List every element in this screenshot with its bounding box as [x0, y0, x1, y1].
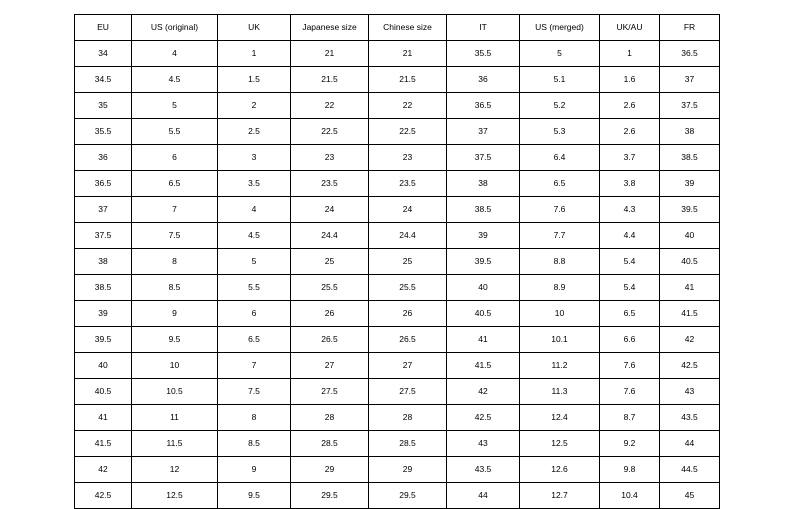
- table-cell: 37: [660, 67, 720, 93]
- table-cell: 10: [520, 301, 600, 327]
- table-cell: 26.5: [291, 327, 369, 353]
- table-cell: 11: [132, 405, 218, 431]
- table-cell: 37.5: [447, 145, 520, 171]
- table-cell: 2.6: [600, 119, 660, 145]
- column-header-us-merged: US (merged): [520, 15, 600, 41]
- table-cell: 22.5: [369, 119, 447, 145]
- table-cell: 7.5: [132, 223, 218, 249]
- table-cell: 4.3: [600, 197, 660, 223]
- table-cell: 25: [291, 249, 369, 275]
- table-cell: 41.5: [447, 353, 520, 379]
- table-cell: 10: [132, 353, 218, 379]
- table-row: [75, 145, 720, 171]
- table-cell: 6.6: [600, 327, 660, 353]
- table-cell: 8: [132, 249, 218, 275]
- table-cell: 27: [369, 353, 447, 379]
- table-cell: 25.5: [291, 275, 369, 301]
- table-cell: 40: [75, 353, 132, 379]
- table-cell: 39: [660, 171, 720, 197]
- table-body: [75, 41, 720, 509]
- table-cell: 4.5: [132, 67, 218, 93]
- table-cell: 12.7: [520, 483, 600, 509]
- table-cell: 7.6: [520, 197, 600, 223]
- table-header: [75, 15, 720, 41]
- table-cell: 10.4: [600, 483, 660, 509]
- table-cell: 5.2: [520, 93, 600, 119]
- table-cell: 44.5: [660, 457, 720, 483]
- table-cell: 38: [75, 249, 132, 275]
- table-cell: 42: [447, 379, 520, 405]
- table-cell: 6.5: [600, 301, 660, 327]
- table-cell: 7.6: [600, 379, 660, 405]
- table-row: [75, 379, 720, 405]
- table-cell: 28.5: [291, 431, 369, 457]
- table-cell: 41: [660, 275, 720, 301]
- table-cell: 2.6: [600, 93, 660, 119]
- table-cell: 5: [520, 41, 600, 67]
- table-cell: 2.5: [218, 119, 291, 145]
- table-cell: 29: [369, 457, 447, 483]
- table-cell: 37.5: [75, 223, 132, 249]
- column-header-uk-au: UK/AU: [600, 15, 660, 41]
- table-cell: 37: [75, 197, 132, 223]
- table-cell: 36.5: [75, 171, 132, 197]
- table-cell: 8: [218, 405, 291, 431]
- table-cell: 41: [75, 405, 132, 431]
- table-cell: 4.5: [218, 223, 291, 249]
- table-cell: 26.5: [369, 327, 447, 353]
- table-cell: 12.4: [520, 405, 600, 431]
- table-row: [75, 223, 720, 249]
- table-cell: 1.5: [218, 67, 291, 93]
- table-cell: 42.5: [75, 483, 132, 509]
- table-cell: 7.7: [520, 223, 600, 249]
- table-cell: 25.5: [369, 275, 447, 301]
- table-cell: 7: [132, 197, 218, 223]
- table-cell: 21: [369, 41, 447, 67]
- table-cell: 36: [75, 145, 132, 171]
- table-cell: 8.5: [132, 275, 218, 301]
- table-cell: 9.8: [600, 457, 660, 483]
- size-conversion-table: [74, 14, 720, 509]
- table-cell: 39.5: [75, 327, 132, 353]
- table-cell: 6.5: [218, 327, 291, 353]
- table-cell: 3: [218, 145, 291, 171]
- table-cell: 6.5: [132, 171, 218, 197]
- table-cell: 11.5: [132, 431, 218, 457]
- table-cell: 26: [291, 301, 369, 327]
- table-cell: 5.1: [520, 67, 600, 93]
- table-cell: 22.5: [291, 119, 369, 145]
- table-cell: 23.5: [291, 171, 369, 197]
- table-cell: 41.5: [75, 431, 132, 457]
- table-cell: 42: [660, 327, 720, 353]
- table-cell: 28.5: [369, 431, 447, 457]
- table-cell: 21.5: [369, 67, 447, 93]
- table-cell: 37: [447, 119, 520, 145]
- table-row: [75, 275, 720, 301]
- table-cell: 39: [75, 301, 132, 327]
- column-header-japanese-size: Japanese size: [291, 15, 369, 41]
- table-cell: 5: [132, 93, 218, 119]
- column-header-fr: FR: [660, 15, 720, 41]
- table-cell: 24.4: [369, 223, 447, 249]
- table-cell: 38: [447, 171, 520, 197]
- table-cell: 2: [218, 93, 291, 119]
- table-cell: 36: [447, 67, 520, 93]
- table-cell: 43.5: [447, 457, 520, 483]
- table-cell: 6: [132, 145, 218, 171]
- table-cell: 38.5: [447, 197, 520, 223]
- table-cell: 42: [75, 457, 132, 483]
- table-cell: 38.5: [75, 275, 132, 301]
- table-cell: 24.4: [291, 223, 369, 249]
- table-cell: 27.5: [291, 379, 369, 405]
- table-cell: 43.5: [660, 405, 720, 431]
- table-header-row: [75, 15, 720, 41]
- table-cell: 4: [132, 41, 218, 67]
- table-cell: 40.5: [447, 301, 520, 327]
- table-cell: 35.5: [75, 119, 132, 145]
- table-cell: 11.3: [520, 379, 600, 405]
- table-cell: 10.5: [132, 379, 218, 405]
- table-cell: 12.5: [520, 431, 600, 457]
- table-cell: 3.7: [600, 145, 660, 171]
- column-header-us-original: US (original): [132, 15, 218, 41]
- table-cell: 7.5: [218, 379, 291, 405]
- table-cell: 29.5: [291, 483, 369, 509]
- table-cell: 9.5: [218, 483, 291, 509]
- table-cell: 39.5: [660, 197, 720, 223]
- table-cell: 4.4: [600, 223, 660, 249]
- table-cell: 6: [218, 301, 291, 327]
- table-cell: 43: [660, 379, 720, 405]
- table-cell: 5.4: [600, 249, 660, 275]
- table-cell: 40.5: [75, 379, 132, 405]
- table-cell: 42.5: [660, 353, 720, 379]
- table-cell: 25: [369, 249, 447, 275]
- table-row: [75, 249, 720, 275]
- table-cell: 23.5: [369, 171, 447, 197]
- table-row: [75, 353, 720, 379]
- table-cell: 7.6: [600, 353, 660, 379]
- table-cell: 8.8: [520, 249, 600, 275]
- table-cell: 40: [447, 275, 520, 301]
- table-row: [75, 327, 720, 353]
- table-row: [75, 119, 720, 145]
- table-cell: 44: [447, 483, 520, 509]
- table-cell: 29: [291, 457, 369, 483]
- table-cell: 22: [369, 93, 447, 119]
- table-cell: 12.6: [520, 457, 600, 483]
- table-row: [75, 301, 720, 327]
- table-row: [75, 197, 720, 223]
- table-cell: 44: [660, 431, 720, 457]
- size-conversion-table-container: [74, 14, 719, 509]
- table-cell: 24: [369, 197, 447, 223]
- table-cell: 36.5: [660, 41, 720, 67]
- table-cell: 45: [660, 483, 720, 509]
- table-cell: 6.5: [520, 171, 600, 197]
- table-cell: 34.5: [75, 67, 132, 93]
- table-cell: 35: [75, 93, 132, 119]
- table-cell: 38.5: [660, 145, 720, 171]
- table-cell: 3.5: [218, 171, 291, 197]
- table-cell: 27: [291, 353, 369, 379]
- table-cell: 9: [132, 301, 218, 327]
- table-cell: 23: [369, 145, 447, 171]
- table-cell: 23: [291, 145, 369, 171]
- table-cell: 1: [600, 41, 660, 67]
- table-cell: 35.5: [447, 41, 520, 67]
- table-cell: 9: [218, 457, 291, 483]
- table-cell: 7: [218, 353, 291, 379]
- table-cell: 26: [369, 301, 447, 327]
- table-cell: 43: [447, 431, 520, 457]
- table-cell: 24: [291, 197, 369, 223]
- column-header-eu: EU: [75, 15, 132, 41]
- table-cell: 10.1: [520, 327, 600, 353]
- column-header-chinese-size: Chinese size: [369, 15, 447, 41]
- table-cell: 3.8: [600, 171, 660, 197]
- table-cell: 1: [218, 41, 291, 67]
- table-cell: 42.5: [447, 405, 520, 431]
- column-header-uk: UK: [218, 15, 291, 41]
- table-row: [75, 41, 720, 67]
- table-cell: 8.7: [600, 405, 660, 431]
- table-cell: 22: [291, 93, 369, 119]
- table-cell: 5.4: [600, 275, 660, 301]
- table-cell: 39.5: [447, 249, 520, 275]
- table-cell: 8.5: [218, 431, 291, 457]
- table-cell: 12.5: [132, 483, 218, 509]
- table-row: [75, 67, 720, 93]
- table-cell: 5: [218, 249, 291, 275]
- table-cell: 9.2: [600, 431, 660, 457]
- table-cell: 28: [369, 405, 447, 431]
- table-row: [75, 457, 720, 483]
- table-cell: 40.5: [660, 249, 720, 275]
- table-row: [75, 431, 720, 457]
- table-cell: 36.5: [447, 93, 520, 119]
- table-cell: 38: [660, 119, 720, 145]
- table-cell: 11.2: [520, 353, 600, 379]
- table-cell: 6.4: [520, 145, 600, 171]
- table-cell: 5.5: [218, 275, 291, 301]
- table-cell: 29.5: [369, 483, 447, 509]
- table-cell: 34: [75, 41, 132, 67]
- table-cell: 27.5: [369, 379, 447, 405]
- table-row: [75, 171, 720, 197]
- table-row: [75, 93, 720, 119]
- table-cell: 41.5: [660, 301, 720, 327]
- table-cell: 41: [447, 327, 520, 353]
- table-cell: 1.6: [600, 67, 660, 93]
- column-header-it: IT: [447, 15, 520, 41]
- table-cell: 39: [447, 223, 520, 249]
- table-row: [75, 405, 720, 431]
- table-cell: 4: [218, 197, 291, 223]
- table-cell: 21: [291, 41, 369, 67]
- table-cell: 21.5: [291, 67, 369, 93]
- table-cell: 28: [291, 405, 369, 431]
- table-cell: 40: [660, 223, 720, 249]
- table-cell: 9.5: [132, 327, 218, 353]
- table-cell: 5.5: [132, 119, 218, 145]
- table-cell: 5.3: [520, 119, 600, 145]
- table-cell: 12: [132, 457, 218, 483]
- table-cell: 8.9: [520, 275, 600, 301]
- table-cell: 37.5: [660, 93, 720, 119]
